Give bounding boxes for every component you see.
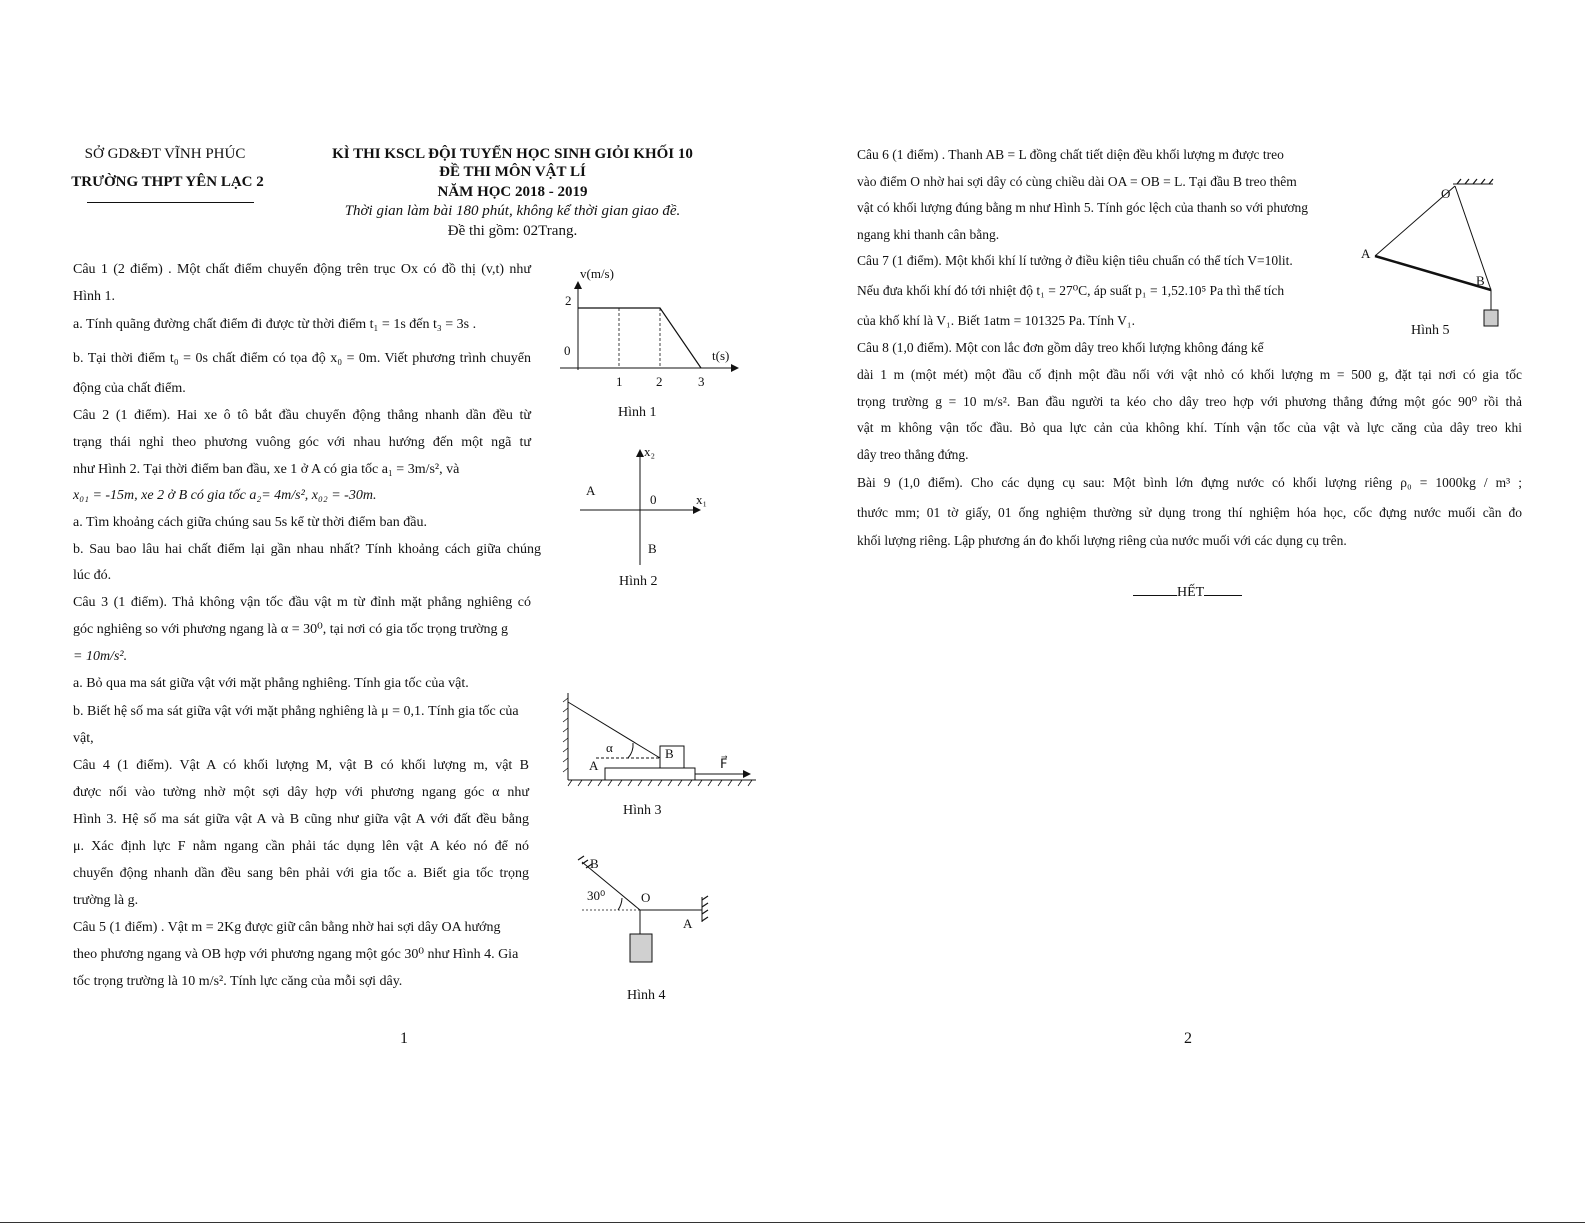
hinh5-figure — [1355, 178, 1505, 338]
header-underline — [87, 202, 254, 203]
hinh1-t-label: t(s) — [712, 348, 730, 363]
p2-line: vật m không vận tốc đầu. Bỏ qua lực cản của không khí. Tính vận tốc của vật và lực căng của dây treo khi — [857, 420, 1522, 435]
hinh1-chart — [550, 260, 750, 400]
hinh3-block-a — [605, 768, 695, 780]
p2-line: thước mm; 01 tờ giấy, 01 ống nghiệm thường sử dụng trong thí nghiệm hóa học, cốc đựng nước muối cần đo — [857, 505, 1522, 520]
p1-line: vật, — [73, 731, 94, 746]
hinh4-angle: 30⁰ — [587, 888, 606, 903]
hinh4-label-a: A — [683, 916, 693, 931]
hinh1-x-tick: 1 — [616, 374, 623, 389]
hinh4-label-b: B — [590, 856, 599, 871]
p1-line: như Hình 2. Tại thời điểm ban đầu, xe 1 ở A có gia tốc a₁ = 3m/s², và — [73, 462, 460, 477]
p1-line: trạng thái nghỉ theo phương vuông góc với nhau hướng đến một ngã tư — [73, 435, 531, 450]
hinh3-caption: Hình 3 — [623, 803, 662, 818]
page-number-1: 1 — [400, 1030, 408, 1047]
p2-line: Câu 7 (1 điểm). Một khối khí lí tưởng ở điều kiện tiêu chuẩn có thể tích V=10lit. — [857, 253, 1293, 268]
p2-line: khối lượng riêng. Lập phương án đo khối lượng riêng của nước muối với các dụng cụ trên. — [857, 533, 1347, 548]
school-name: TRƯỜNG THPT YÊN LẠC 2 — [71, 174, 264, 190]
hinh1-caption: Hình 1 — [618, 405, 657, 420]
hinh4-figure — [570, 852, 720, 972]
p1-line: Hình 3. Hệ số ma sát giữa vật A và B cũng như giữa vật A với đất đều bằng — [73, 812, 529, 827]
exam-subject: ĐỀ THI MÔN VẬT LÍ — [439, 164, 586, 180]
p1-line: a. Tính quãng đường chất điểm đi được từ thời điểm t₁ = 1s đến t₃ = 3s . — [73, 317, 477, 332]
p2-line: trọng trường g = 10 m/s². Ban đầu người ta kéo cho dây treo hợp với phương thẳng đứng một góc 90⁰ rồi thả — [857, 394, 1522, 409]
p1-line: b. Biết hệ số ma sát giữa vật với mặt phẳng nghiêng là μ = 0,1. Tính gia tốc của — [73, 704, 519, 719]
p1-line: góc nghiêng so với phương ngang là α = 30⁰, tại nơi có gia tốc trọng trường g — [73, 622, 509, 637]
school-department: SỞ GD&ĐT VĨNH PHÚC — [84, 146, 246, 162]
p1-line: b. Tại thời điểm t₀ = 0s chất điểm có tọa độ x₀ = 0m. Viết phương trình chuyển — [73, 351, 531, 366]
exam-pages: Đề thi gồm: 02Trang. — [447, 223, 578, 239]
hinh2-caption: Hình 2 — [619, 574, 658, 589]
hinh2-point-a: A — [586, 483, 596, 498]
p1-line: a. Tìm khoảng cách giữa chúng sau 5s kể từ thời điểm ban đầu. — [73, 515, 427, 530]
hinh4-label-o: O — [641, 890, 651, 905]
p1-line: Câu 3 (1 điểm). Thả không vận tốc đầu vật m từ đỉnh mặt phẳng nghiêng có — [73, 595, 531, 610]
hinh4-mass — [630, 934, 652, 962]
hinh5-label-b: B — [1476, 273, 1485, 288]
p1-line: Câu 4 (1 điểm). Vật A có khối lượng M, vật B có khối lượng m, vật B — [73, 758, 529, 773]
hinh5-label-o: O — [1441, 186, 1451, 201]
p2-line: Câu 8 (1,0 điểm). Một con lắc đơn gồm dây treo khối lượng không đáng kể — [857, 340, 1264, 355]
end-marker — [1133, 585, 1242, 601]
p2-line: vật có khối lượng đúng bằng m như Hình 5. Tính góc lệch của thanh so với phương — [857, 200, 1309, 215]
p1-line: trường là g. — [73, 893, 139, 908]
p2-line: dây treo thẳng đứng. — [857, 447, 969, 462]
exam-title: KÌ THI KSCL ĐỘI TUYỂN HỌC SINH GIỎI KHỐI 10 — [332, 146, 693, 162]
hinh1-v-label: v(m/s) — [580, 266, 614, 281]
hinh1-velocity-line — [578, 308, 701, 368]
p1-line: động của chất điểm. — [73, 381, 186, 396]
hinh3-figure — [560, 688, 760, 793]
hinh1-x-tick: 2 — [656, 374, 663, 389]
p2-line: của khố khí là V₁. Biết 1atm = 101325 Pa. Tính V₁. — [857, 313, 1136, 328]
hinh3-alpha: α — [606, 740, 613, 755]
p1-line: x₀₁ = -15m, xe 2 ở B có gia tốc a₂= 4m/s², x₀₂ = -30m. — [73, 488, 377, 503]
hinh2-figure — [575, 440, 715, 570]
hinh2-x2-label: x₂ — [644, 444, 656, 459]
hinh1-x-tick: 3 — [698, 374, 705, 389]
p2-line: Bài 9 (1,0 điểm). Cho các dụng cụ sau: Một bình lớn đựng nước có khối lượng riêng ρ₀ = 1000kg / m³ ; — [857, 475, 1522, 490]
p1-line: μ. Xác định lực F nằm ngang cần phải tác dụng lên vật A kéo nó để nó — [73, 839, 529, 854]
p1-line: b. Sau bao lâu hai chất điểm lại gần nhau nhất? Tính khoảng cách giữa chúng — [73, 542, 541, 557]
p1-line: lúc đó. — [73, 568, 112, 583]
hinh5-caption: Hình 5 — [1411, 323, 1450, 338]
p1-line: theo phương ngang và OB hợp với phương ngang một góc 30⁰ như Hình 4. Gia — [73, 947, 519, 962]
end-text: HẾT — [1177, 585, 1205, 600]
p1-line: Câu 2 (1 điểm). Hai xe ô tô bắt đầu chuyển động thẳng nhanh dần đều từ — [73, 408, 531, 423]
hinh3-label-b: B — [665, 746, 674, 761]
hinh1-origin: 0 — [564, 343, 571, 358]
hinh1-y-tick: 2 — [565, 293, 572, 308]
p1-line: được nối vào tường nhờ một sợi dây hợp với phương ngang góc α như — [73, 785, 529, 800]
p2-line: Câu 6 (1 điểm) . Thanh AB = L đồng chất tiết diện đều khối lượng m được treo — [857, 147, 1284, 162]
hinh3-force-f: F⃗ — [720, 756, 728, 771]
hinh5-label-a: A — [1361, 246, 1371, 261]
p2-line: dài 1 m (một mét) một đầu cố định một đầu nối với vật nhỏ có khối lượng m = 500 g, đặt tại nơi có gia tốc — [857, 367, 1522, 382]
hinh4-caption: Hình 4 — [627, 988, 666, 1003]
p1-line: tốc trọng trường là 10 m/s². Tính lực căng của mỗi sợi dây. — [73, 974, 403, 989]
hinh2-x1-label: x₁ — [696, 492, 708, 507]
p2-line: Nếu đưa khối khí đó tới nhiệt độ t₁ = 27⁰C, áp suất p₁ = 1,52.10⁵ Pa thì thể tích — [857, 283, 1285, 298]
p1-line: Hình 1. — [73, 289, 115, 304]
p1-line: = 10m/s². — [73, 649, 128, 664]
hinh2-origin: 0 — [650, 492, 657, 507]
p1-line: chuyển động nhanh dần đều sang bên phải với gia tốc a. Biết gia tốc trọng — [73, 866, 529, 881]
p1-line: Câu 5 (1 điểm) . Vật m = 2Kg được giữ cân bằng nhờ hai sợi dây OA hướng — [73, 920, 501, 935]
p2-line: ngang khi thanh cân bằng. — [857, 227, 1000, 242]
p1-line: Câu 1 (2 điểm) . Một chất điểm chuyển động trên trục Ox có đồ thị (v,t) như — [73, 262, 531, 277]
p2-line: vào điểm O nhờ hai sợi dây có cùng chiều dài OA = OB = L. Tại đầu B treo thêm — [857, 174, 1297, 189]
bottom-border — [0, 1222, 1585, 1223]
exam-year: NĂM HỌC 2018 - 2019 — [437, 184, 588, 200]
exam-duration: Thời gian làm bài 180 phút, không kể thời gian giao đề. — [344, 203, 681, 219]
p1-line: a. Bỏ qua ma sát giữa vật với mặt phẳng nghiêng. Tính gia tốc của vật. — [73, 676, 469, 691]
page-number-2: 2 — [1184, 1030, 1192, 1047]
hinh3-label-a: A — [589, 758, 599, 773]
hinh2-point-b: B — [648, 541, 657, 556]
hinh5-mass — [1484, 310, 1498, 326]
